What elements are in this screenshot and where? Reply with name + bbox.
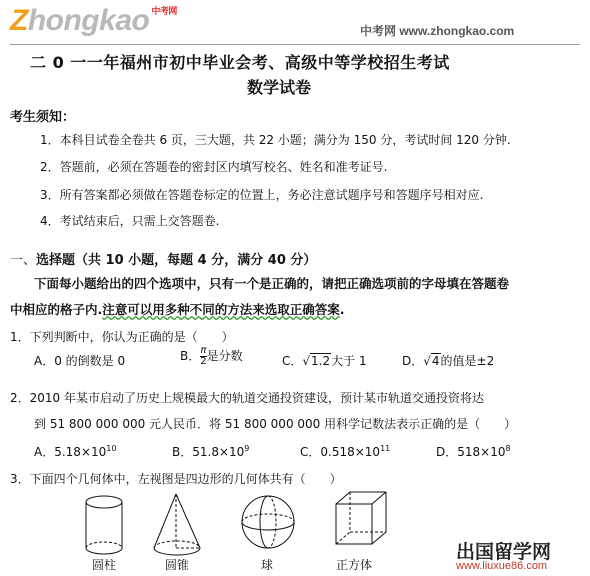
instructions-period: . — [339, 302, 345, 317]
question-2-stem-line2: 到 51 800 000 000 元人民币．将 51 800 000 000 用科学记数法表示正确的是（ ） — [34, 417, 517, 431]
option-text: 大于 1 — [331, 354, 367, 368]
section-title: 选择题（共 10 小题，每题 4 分，满分 40 分） — [36, 253, 317, 268]
fraction-numerator: π — [200, 345, 207, 356]
exam-title: 二 0 一一年福州市初中毕业会考、高级中等学校招生考试 — [30, 53, 450, 72]
radicand: 1.2 — [311, 354, 331, 368]
notice-heading: 考生须知： — [10, 110, 76, 125]
exponent: 11 — [380, 444, 391, 453]
notice-item: 3．所有答案都必须做在答题卷标定的位置上，务必注意试题序号和答题序号相对应. — [40, 188, 484, 202]
cube-icon — [336, 492, 386, 544]
option-text: A．5.18×10 — [34, 445, 107, 459]
section-heading — [10, 249, 316, 268]
instructions-emphasis: 注意可以用多种不同的方法来选取正确答案 — [102, 302, 340, 317]
instructions-line1: 下面每小题给出的四个选项中，只有一个是正确的，请把正确选项前的字母填在答题卷 — [34, 276, 510, 291]
question-2-option-d — [436, 443, 511, 460]
question-2-option-a — [34, 443, 116, 460]
exponent: 8 — [505, 444, 511, 453]
fraction-denominator: 2 — [200, 356, 207, 367]
logo-tag: 中考网 — [151, 6, 177, 16]
exponent: 10 — [106, 444, 117, 453]
watermark-url: www.liuxue86.com — [456, 560, 548, 572]
option-text: 的值是±2 — [440, 354, 495, 368]
cylinder-icon — [86, 496, 122, 554]
header-site-text: 中考网 www.zhongkao.com — [360, 24, 515, 38]
option-text: 是分数 — [206, 349, 243, 363]
shape-label-sphere: 球 — [261, 558, 274, 572]
option-text: D．518×10 — [436, 445, 506, 459]
notice-item: 4．考试结束后，只需上交答题卷. — [40, 214, 220, 228]
zhongkao-logo — [10, 4, 177, 38]
option-text: C．0.518×10 — [300, 445, 381, 459]
option-letter: C． — [282, 354, 303, 368]
logo-letter: Z — [10, 4, 28, 37]
logo-text: hongkao — [27, 4, 150, 37]
watermark-main: 出国留学网 — [456, 541, 552, 563]
question-3-stem: 3．下面四个几何体中，左视图是四边形的几何体共有（ ） — [10, 472, 342, 486]
sqrt-icon: √ — [302, 354, 311, 368]
section-number: 一、 — [10, 253, 37, 268]
question-1-option-a: A．0 的倒数是 0 — [34, 354, 126, 368]
notice-item: 2．答题前，必须在答题卷的密封区内填写校名、姓名和准考证号. — [40, 160, 388, 174]
sphere-icon — [242, 496, 294, 548]
question-1-option-b — [180, 346, 243, 367]
option-text: B．51.8×10 — [172, 445, 245, 459]
header-divider — [10, 44, 580, 45]
option-letter: B． — [180, 349, 201, 363]
question-1-option-d — [402, 352, 494, 369]
exam-subtitle: 数学试卷 — [247, 78, 312, 97]
shape-label-cone: 圆锥 — [165, 558, 190, 572]
question-1-stem: 1．下列判断中，你认为正确的是（ ） — [10, 330, 234, 344]
exponent: 9 — [244, 444, 250, 453]
instructions-text: 中相应的格子内. — [10, 302, 103, 317]
option-letter: D． — [402, 354, 424, 368]
cone-icon — [154, 494, 200, 555]
notice-item: 1．本科目试卷全卷共 6 页，三大题，共 22 小题；满分为 150 分，考试时间 120 分钟. — [40, 133, 511, 147]
question-2-option-b — [172, 443, 249, 460]
shape-label-cylinder: 圆柱 — [92, 558, 117, 572]
question-2-stem-line1: 2．2010 年某市启动了历史上规模最大的轨道交通投资建设，预计某市轨道交通投资将达 — [10, 391, 484, 405]
sqrt-icon: √ — [423, 354, 431, 368]
instructions-line2 — [10, 300, 345, 318]
radicand: 4 — [431, 354, 440, 368]
question-2-option-c — [300, 443, 390, 460]
shape-label-cube: 正方体 — [336, 558, 373, 572]
question-1-option-c — [282, 352, 367, 369]
